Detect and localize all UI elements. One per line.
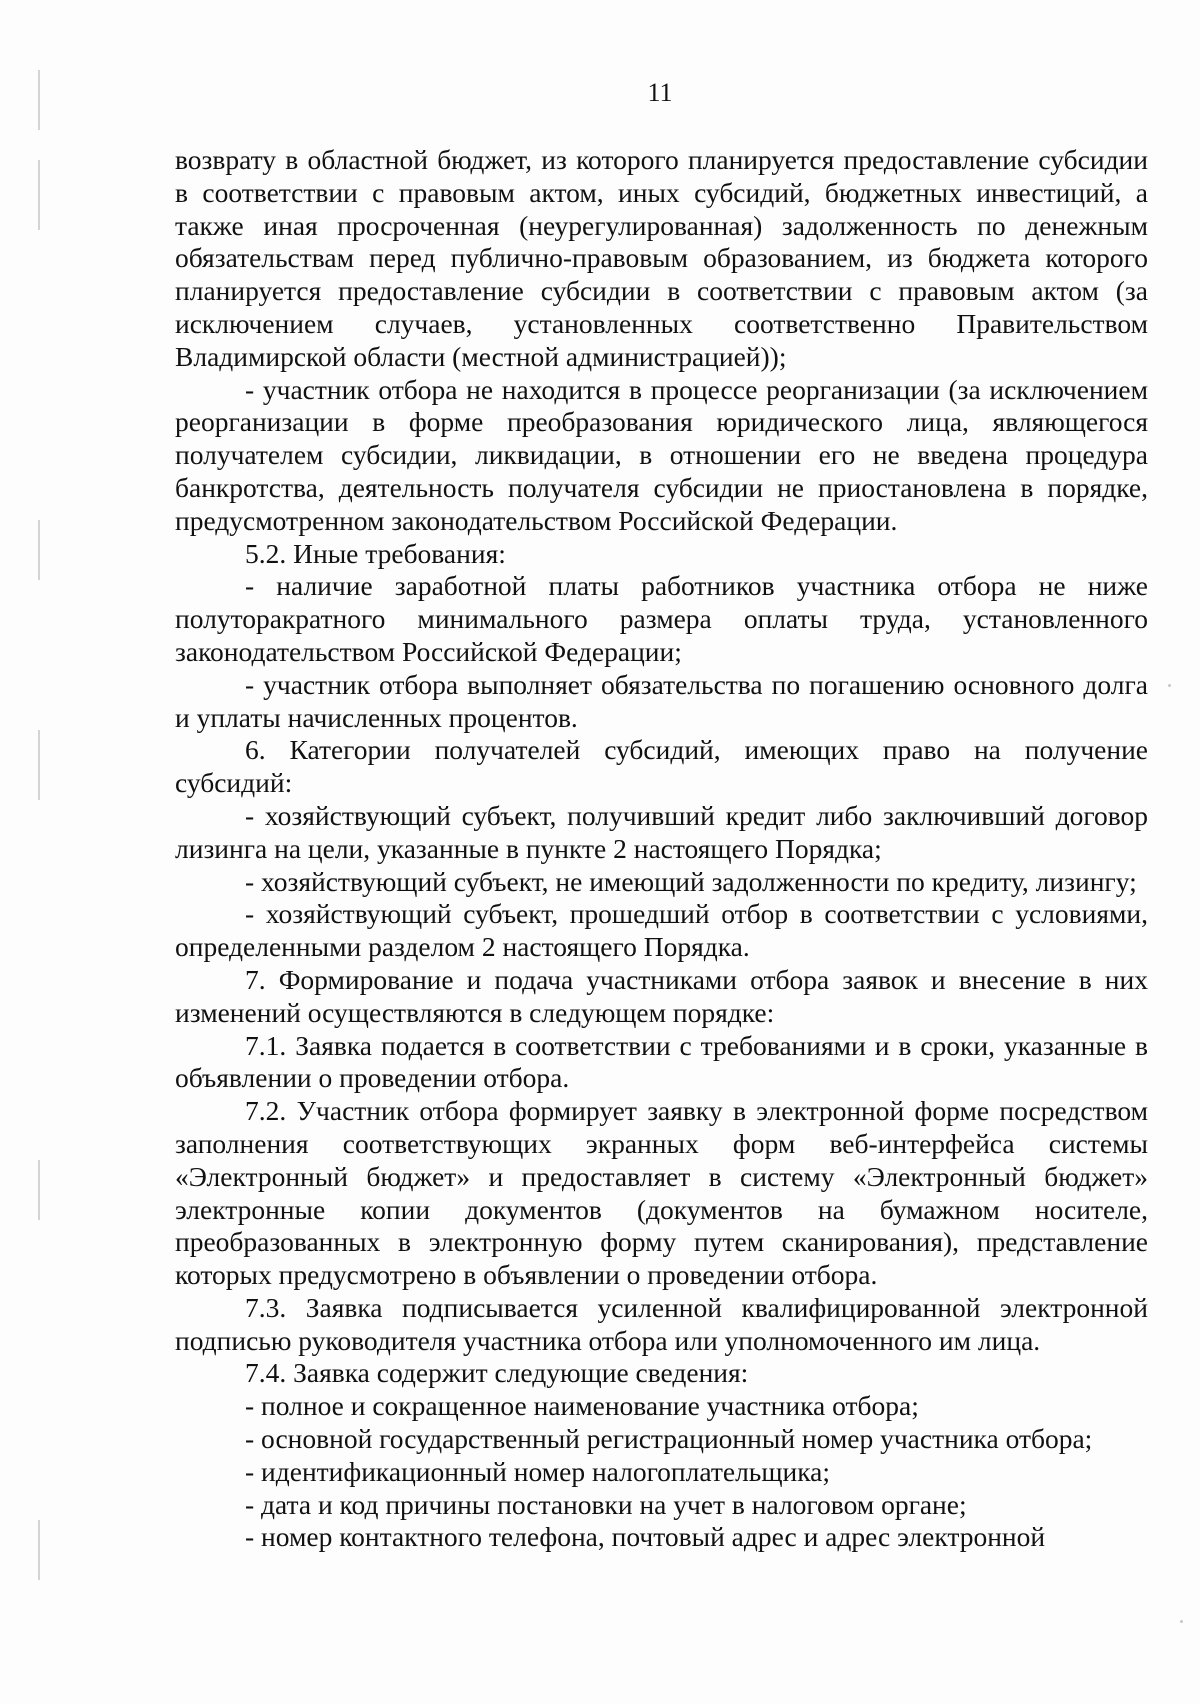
scan-artifact xyxy=(38,1520,40,1580)
scan-artifact xyxy=(38,160,40,230)
scan-artifact xyxy=(1180,1620,1183,1623)
list-item-tax-registration: - дата и код причины постановки на учет в налоговом органе; xyxy=(245,1488,967,1520)
paragraph-section-7-3: 7.3. Заявка подписывается усиленной квалифицированной электронной подписью руководителя участника отбора или уполномоченного им лица. xyxy=(175,1291,1148,1356)
list-item-full-name: - полное и сокращенное наименование участника отбора; xyxy=(245,1390,919,1422)
paragraph-no-debt: - хозяйствующий субъект, не имеющий задолженности по кредиту, лизингу; xyxy=(245,865,1137,897)
scan-artifact xyxy=(38,730,40,800)
list-item-inn: - идентификационный номер налогоплательщика; xyxy=(245,1455,831,1487)
scan-artifact xyxy=(1168,684,1171,687)
paragraph-salary-requirement: - наличие заработной платы работников участника отбора не ниже полуторакратного минимального размера оплаты труда, установленного законодательством Российской Федерации; xyxy=(175,570,1148,667)
paragraph-selection-passed: - хозяйствующий субъект, прошедший отбор в соответствии с условиями, определенными разделом 2 настоящего Порядка. xyxy=(175,898,1148,963)
scan-artifact xyxy=(38,1160,40,1220)
paragraph-debt-obligations: - участник отбора выполняет обязательства по погашению основного долга и уплаты начисленных процентов. xyxy=(175,668,1148,733)
paragraph-section-7-4: 7.4. Заявка содержит следующие сведения: xyxy=(245,1357,749,1389)
list-item-ogrn: - основной государственный регистрационный номер участника отбора; xyxy=(245,1423,1093,1455)
paragraph-reorganization: - участник отбора не находится в процессе реорганизации (за исключением реорганизации в форме преобразования юридического лица, являющегося получателем субсидии, ликвидации, в отношении его не введена процедура банкротства, деятельность получателя субсидии не приостановлена в порядке, предусмотренном законодательством Российской Федерации. xyxy=(175,373,1148,536)
scan-artifact xyxy=(38,520,40,580)
body-text xyxy=(175,144,1148,1554)
paragraph-section-7-1: 7.1. Заявка подается в соответствии с требованиями и в сроки, указанные в объявлении о проведении отбора. xyxy=(175,1029,1148,1094)
list-item-contacts: - номер контактного телефона, почтовый адрес и адрес электронной xyxy=(245,1521,1046,1553)
paragraph-section-7-2: 7.2. Участник отбора формирует заявку в электронной форме посредством заполнения соответствующих экранных форм веб-интерфейса системы «Электронный бюджет» и предоставляет в систему «Электронный бюджет» электронные копии документов (документов на бумажном носителе, преобразованных в электронную форму путем сканирования), представление которых предусмотрено в объявлении о проведении отбора. xyxy=(175,1095,1148,1291)
paragraph-section-5-2: 5.2. Иные требования: xyxy=(245,537,506,569)
paragraph-section-6: 6. Категории получателей субсидий, имеющих право на получение субсидий: xyxy=(175,734,1148,799)
page-number: 11 xyxy=(647,78,673,107)
paragraph-section-7: 7. Формирование и подача участниками отбора заявок и внесение в них изменений осуществляются в следующем порядке: xyxy=(175,963,1148,1028)
paragraph-credit-leasing: - хозяйствующий субъект, получивший кредит либо заключивший договор лизинга на цели, указанные в пункте 2 настоящего Порядка; xyxy=(175,799,1148,864)
paragraph-continuation: возврату в областной бюджет, из которого планируется предоставление субсидии в соответствии с правовым актом, иных субсидий, бюджетных инвестиций, а также иная просроченная (неурегулированная) задолженность по денежным обязательствам перед публично-правовым образованием, из бюджета которого планируется предоставление субсидии в соответствии с правовым актом (за исключением случаев, установленных соответственно Правительством Владимирской области (местной администрацией)); xyxy=(175,144,1148,372)
